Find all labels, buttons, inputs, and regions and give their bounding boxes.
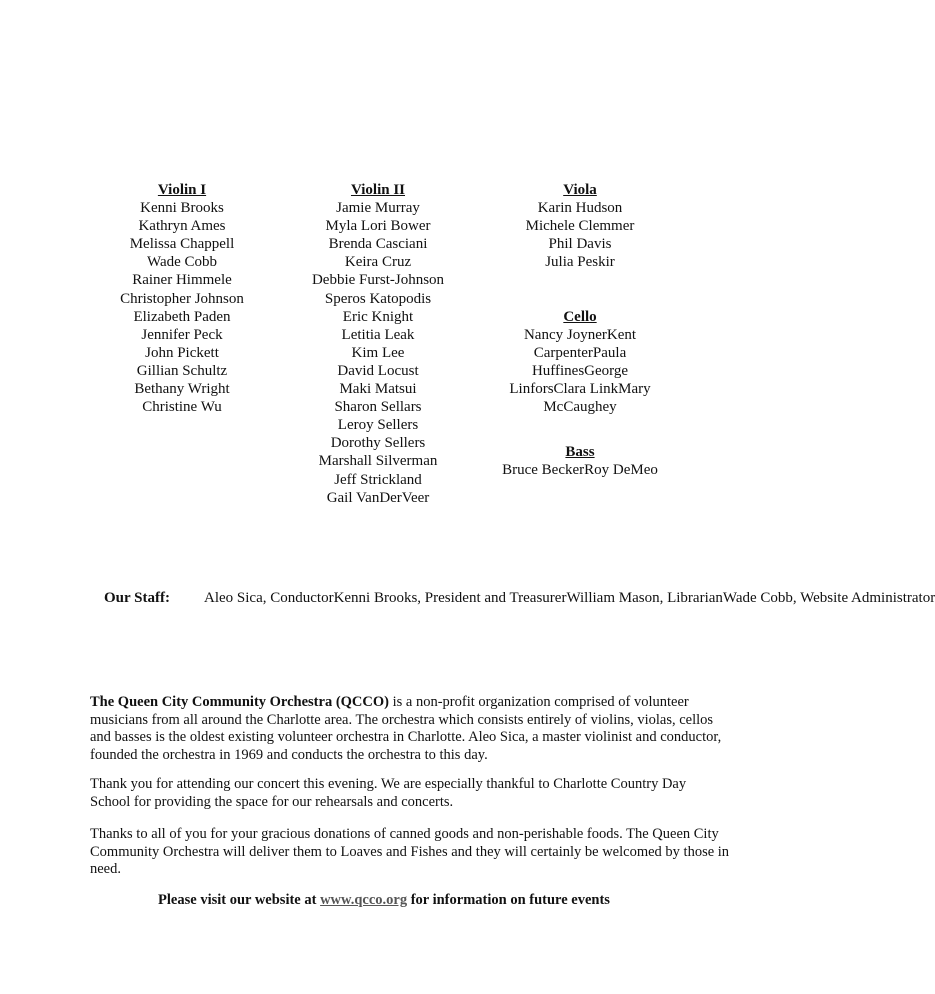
violin2-section (288, 181, 468, 507)
name-item: Eric Knight (342, 308, 414, 325)
bass-list (500, 461, 660, 479)
name-item: Christopher Johnson (120, 290, 244, 307)
about-text: is a non-profit organization comprised of volunteer musicians from all around the Charlotte area. The orchestra which consists entirely of violins, violas, cellos and basses is the oldest existing volunteer orchestra in Charlotte. Aleo Sica, a master violinist and conductor, founded the orchestra in 1969 and conducts the orchestra to this day. (90, 694, 722, 763)
name-item: Mary McCaughey (543, 381, 651, 416)
name-item: Melissa Chappell (129, 236, 235, 253)
name-item: Kenni Brooks, President and Treasurer (333, 590, 567, 606)
bass-section (500, 443, 660, 479)
name-item: Paula Huffines (531, 345, 627, 380)
website-link[interactable]: www.qcco.org (320, 892, 408, 908)
name-item: Roy DeMeo (584, 462, 658, 478)
staff-list (204, 590, 935, 608)
viola-section (500, 181, 660, 271)
name-item: Clara Link (553, 381, 619, 398)
name-item: Maki Matsui (339, 381, 417, 398)
name-item: Bruce Becker (502, 462, 585, 478)
name-item: Gillian Schultz (136, 362, 228, 379)
cello-section (500, 308, 660, 417)
name-item: Elizabeth Paden (133, 308, 231, 325)
name-item: Myla Lori Bower (325, 218, 431, 235)
violin1-section (102, 181, 262, 416)
cello-heading: Cello (563, 309, 597, 325)
name-item: Jamie Murray (336, 200, 420, 217)
name-item: Christine Wu (142, 399, 222, 416)
bass-heading: Bass (565, 444, 595, 460)
staff-label: Our Staff: (104, 590, 170, 606)
name-item: Gail VanDerVeer (326, 489, 430, 506)
name-item: Jeff Strickland (334, 471, 422, 488)
name-item: David Locust (337, 362, 419, 379)
name-item: Sharon Sellars (334, 399, 422, 416)
name-item: Karin Hudson (537, 200, 623, 217)
name-item: Kathryn Ames (138, 218, 226, 235)
name-item: Kenni Brooks (140, 200, 224, 217)
name-item: Nancy Joyner (523, 327, 607, 344)
viola-list (500, 199, 660, 271)
viola-heading: Viola (563, 182, 597, 198)
name-item: Kim Lee (351, 344, 405, 361)
name-item: Wade Cobb (146, 254, 218, 271)
name-item: John Pickett (145, 344, 219, 361)
footer-suffix: for information on future events (407, 892, 610, 908)
name-item: Kent Carpenter (533, 327, 637, 362)
name-item: Rainer Himmele (132, 272, 232, 289)
footer-prefix: Please visit our website at (158, 892, 321, 908)
name-item: Jennifer Peck (141, 326, 223, 343)
cello-list (500, 326, 660, 416)
name-item: Julia Peskir (545, 254, 615, 271)
name-item: Keira Cruz (344, 254, 412, 271)
violin2-heading: Violin II (350, 182, 406, 198)
about-paragraph (90, 694, 730, 764)
name-item: Speros Katopodis (324, 290, 432, 307)
name-item: Letitia Leak (341, 326, 415, 343)
website-footer (0, 892, 768, 909)
violin2-list (288, 199, 468, 507)
name-item: William Mason, Librarian (566, 590, 723, 606)
name-item: Brenda Casciani (328, 236, 428, 253)
violin1-heading: Violin I (157, 182, 207, 198)
org-name: The Queen City Community Orchestra (QCCO) (90, 694, 389, 710)
name-item: Wade Cobb, Website Administrator (722, 590, 935, 606)
name-item: George Linfors (509, 363, 629, 398)
name-item: Phil Davis (548, 236, 612, 253)
violin1-list (102, 199, 262, 416)
donations-paragraph: Thanks to all of you for your gracious donations of canned goods and non-perishable foods. The Queen City Community Orchestra will deliver them to Loaves and Fishes and they will certainly be welcomed by those in need. (90, 826, 730, 878)
name-item: Debbie Furst-Johnson (311, 272, 445, 289)
thanks-paragraph: Thank you for attending our concert this evening. We are especially thankful to Charlotte Country Day School for providing the space for our rehearsals and concerts. (90, 776, 687, 810)
name-item: Bethany Wright (134, 381, 230, 398)
name-item: Michele Clemmer (525, 218, 635, 235)
name-item: Leroy Sellers (337, 417, 419, 434)
name-item: Marshall Silverman (318, 453, 438, 470)
name-item: Aleo Sica, Conductor (204, 590, 334, 606)
name-item: Dorothy Sellers (330, 435, 426, 452)
